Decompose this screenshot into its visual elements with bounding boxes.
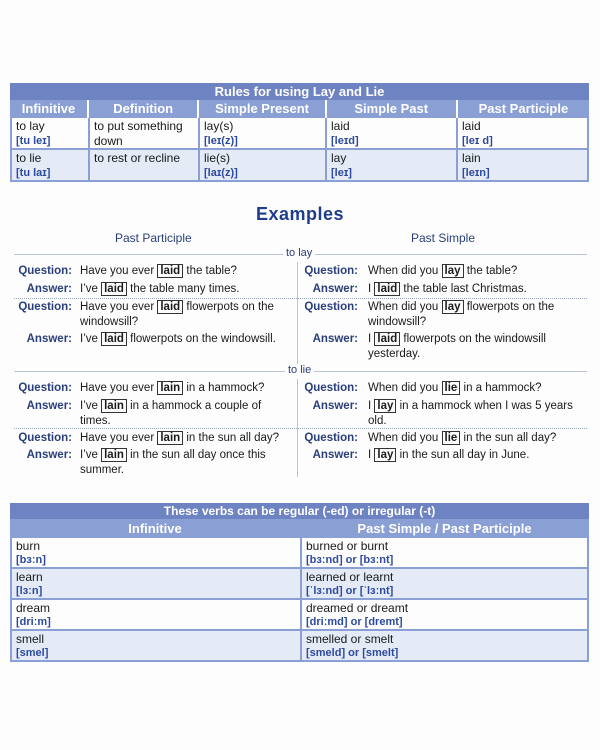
highlighted-verb: laid [157, 300, 183, 314]
lay-lie-rules-table [10, 83, 589, 182]
header-infinitive: Infinitive [21, 101, 76, 116]
example-question: Have you ever laid the table? [80, 265, 237, 277]
rules-table-title: Rules for using Lay and Lie [10, 83, 589, 100]
example-question: Have you ever laid flowerpots on the windowsill? [80, 301, 274, 328]
rules-table-header [10, 100, 589, 118]
cell-past-ipa: [bɜːnd] or [bɜːnt] [306, 554, 394, 566]
answer-label: Answer: [26, 333, 72, 345]
example-answer: I laid the table last Christmas. [368, 283, 527, 295]
header-simple-past: Simple Past [325, 100, 456, 118]
cell-verb-ipa: [lɜːn] [16, 585, 43, 597]
answer-label: Answer: [312, 449, 358, 461]
header-infinitive: Infinitive [128, 521, 182, 536]
highlighted-verb: lay [442, 264, 464, 278]
cell-verb: dream [16, 601, 51, 615]
cell-past-ipa: [leɪ] [331, 167, 352, 179]
example-question: When did you lay flowerpots on the windowsill? [368, 301, 555, 328]
highlighted-verb: lie [442, 381, 461, 395]
column-separator [297, 262, 298, 364]
question-label: Question: [304, 301, 358, 313]
cell-verb-ipa: [driːm] [16, 616, 51, 628]
examples-title: Examples [255, 204, 345, 224]
header-definition: Definition [87, 100, 197, 118]
right-column-heading: Past Simple [411, 231, 476, 245]
header-past-participle: Past Participle [456, 100, 589, 118]
example-answer: I laid flowerpots on the windowsill yesterday. [368, 333, 546, 360]
cell-past: burned or burnt [306, 539, 389, 553]
highlighted-verb: laid [101, 332, 127, 346]
cell-past: learned or learnt [306, 570, 394, 584]
question-label: Question: [18, 432, 72, 444]
cell-past-ipa: [ˈlɜːnd] or [ˈlɜːnt] [306, 585, 394, 597]
cell-infinitive-ipa: [tu leɪ] [16, 135, 51, 147]
highlighted-verb: lain [101, 448, 127, 462]
example-question: When did you lay the table? [368, 265, 518, 277]
divider-to-lay: to lay [283, 247, 315, 259]
example-answer: I lay in the sun all day in June. [368, 449, 530, 461]
question-label: Question: [18, 382, 72, 394]
example-answer: I’ve lain in the sun all day once this summer. [80, 449, 266, 476]
question-label: Question: [304, 432, 358, 444]
table-row [10, 538, 589, 569]
row-separator [14, 428, 587, 429]
cell-definition: to rest or recline [88, 150, 198, 182]
cell-verb-ipa: [bɜːn] [16, 554, 46, 566]
cell-definition: to put something down [88, 118, 198, 150]
highlighted-verb: lay [374, 399, 396, 413]
answer-label: Answer: [312, 333, 358, 345]
question-label: Question: [18, 301, 72, 313]
table-row [10, 118, 589, 150]
answer-label: Answer: [26, 449, 72, 461]
highlighted-verb: lay [374, 448, 396, 462]
table-row [10, 600, 589, 631]
highlighted-verb: lain [157, 381, 183, 395]
highlighted-verb: lain [101, 399, 127, 413]
cell-participle: lain [462, 151, 481, 165]
cell-present: lie(s) [204, 151, 230, 165]
question-label: Question: [304, 265, 358, 277]
cell-participle: laid [462, 119, 481, 133]
left-column-heading: Past Participle [115, 231, 192, 245]
cell-past-ipa: [leɪd] [331, 135, 359, 147]
cell-past: lay [331, 151, 347, 165]
cell-past: laid [331, 119, 350, 133]
verbs-table-title: These verbs can be regular (-ed) or irregular (-t) [10, 503, 589, 519]
cell-present-ipa: [laɪ(z)] [204, 167, 238, 179]
verbs-table-header [10, 519, 589, 538]
cell-past: smelled or smelt [306, 632, 394, 646]
highlighted-verb: lain [157, 431, 183, 445]
cell-past-ipa: [driːmd] or [dremt] [306, 616, 403, 628]
answer-label: Answer: [26, 400, 72, 412]
cell-infinitive-ipa: [tu laɪ] [16, 167, 51, 179]
example-question: When did you lie in the sun all day? [368, 432, 557, 444]
row-separator [14, 298, 587, 299]
divider-to-lie: to lie [285, 364, 314, 376]
cell-verb-ipa: [smel] [16, 647, 49, 659]
highlighted-verb: laid [157, 264, 183, 278]
example-answer: I’ve laid the table many times. [80, 283, 240, 295]
cell-verb: burn [16, 539, 41, 553]
example-answer: I’ve lain in a hammock a couple of times. [80, 400, 262, 427]
cell-participle-ipa: [leɪ d] [462, 135, 493, 147]
regular-irregular-verbs-table [10, 503, 589, 662]
highlighted-verb: lay [442, 300, 464, 314]
header-past-forms: Past Simple / Past Participle [357, 521, 532, 536]
example-question: Have you ever lain in the sun all day? [80, 432, 280, 444]
example-question: Have you ever lain in a hammock? [80, 382, 265, 394]
question-label: Question: [304, 382, 358, 394]
table-row [10, 631, 589, 662]
answer-label: Answer: [312, 283, 358, 295]
cell-past-ipa: [smeld] or [smelt] [306, 647, 399, 659]
cell-participle-ipa: [leɪn] [462, 167, 490, 179]
answer-label: Answer: [312, 400, 358, 412]
example-question: When did you lie in a hammock? [368, 382, 542, 394]
highlighted-verb: laid [374, 332, 400, 346]
cell-verb: learn [16, 570, 43, 584]
highlighted-verb: laid [374, 282, 400, 296]
highlighted-verb: laid [101, 282, 127, 296]
table-row [10, 569, 589, 600]
cell-infinitive: to lie [16, 151, 42, 165]
example-answer: I lay in a hammock when I was 5 years old. [368, 400, 573, 427]
cell-present: lay(s) [204, 119, 234, 133]
highlighted-verb: lie [442, 431, 461, 445]
cell-infinitive: to lay [16, 119, 45, 133]
cell-past: dreamed or dreamt [306, 601, 409, 615]
answer-label: Answer: [26, 283, 72, 295]
example-answer: I’ve laid flowerpots on the windowsill. [80, 333, 276, 345]
question-label: Question: [18, 265, 72, 277]
header-simple-present: Simple Present [197, 100, 324, 118]
table-row [10, 150, 589, 182]
cell-present-ipa: [leɪ(z)] [204, 135, 238, 147]
cell-verb: smell [16, 632, 45, 646]
